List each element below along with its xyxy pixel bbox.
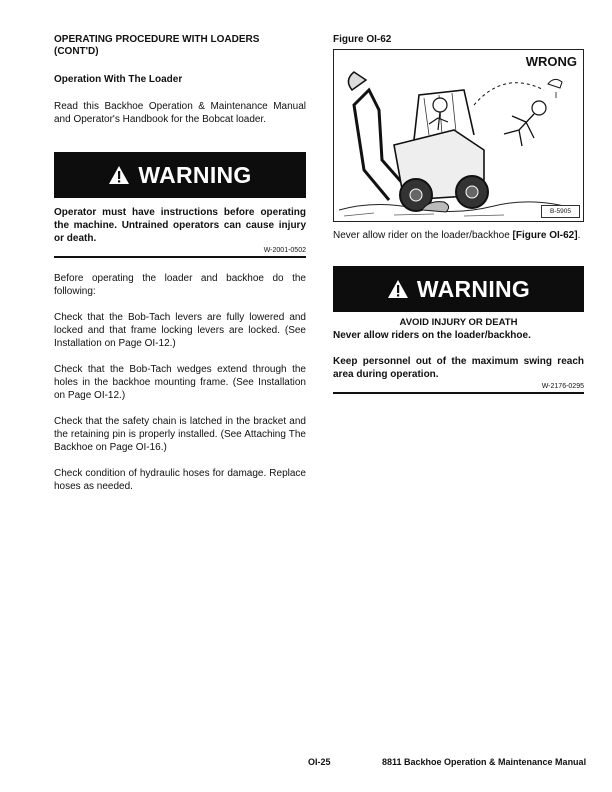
warning-banner [54, 152, 306, 198]
check-levers-paragraph: Check that the Bob-Tach levers are fully lowered and locked and that frame locking levers are locked. (See Installation on Page OI-12.) [54, 312, 306, 349]
warning-code: W-2176-0295 [541, 383, 584, 390]
figure-illustration [333, 49, 584, 222]
warning-triangle-icon [108, 165, 130, 185]
rider-warning-block [333, 266, 584, 394]
page-number: OI-25 [308, 757, 331, 767]
before-operating-paragraph: Before operating the loader and backhoe do the following: [54, 273, 306, 297]
check-hoses-paragraph: Check condition of hydraulic hoses for damage. Replace hoses as needed. [54, 468, 306, 492]
warning-title: WARNING [138, 161, 252, 188]
manual-title: 8811 Backhoe Operation & Maintenance Manual [382, 757, 587, 767]
warning-title: WARNING [416, 275, 531, 302]
caption-end: . [577, 230, 581, 241]
warning-line-riders: Never allow riders on the loader/backhoe. [333, 330, 531, 341]
section-heading: OPERATING PROCEDURE WITH LOADERS (CONT'D) [54, 34, 260, 57]
warning-line-swing: Keep personnel out of the maximum swing reach area during operation. [333, 356, 584, 380]
rider-falling-illustration [334, 50, 584, 222]
check-wedges-paragraph: Check that the Bob-Tach wedges extend through the holes in the backhoe mounting frame. (See Installation on Page OI-12.) [54, 364, 306, 401]
figure-code: B-5905 [541, 205, 580, 218]
warning-banner [333, 266, 584, 312]
wrong-label: WRONG [525, 54, 577, 69]
warning-rule [333, 392, 584, 394]
operator-warning-block [54, 152, 306, 258]
figure-label: Figure OI-62 [333, 34, 392, 45]
figure-caption [333, 229, 584, 242]
caption-text: Never allow rider on the loader/backhoe [333, 230, 513, 241]
right-column [333, 34, 584, 46]
subsection-heading: Operation With The Loader [54, 74, 183, 85]
left-column [54, 34, 306, 493]
warning-triangle-icon [387, 279, 409, 299]
check-chain-paragraph: Check that the safety chain is latched in the bracket and the retaining pin is properly installed. (See Attaching The Backhoe on Page OI-16.) [54, 416, 306, 453]
warning-text: Operator must have instructions before operating the machine. Untrained operators can cause injury or death. [54, 207, 306, 244]
warning-rule [54, 256, 306, 258]
intro-paragraph: Read this Backhoe Operation & Maintenance Manual and Operator's Handbook for the Bobcat loader. [54, 101, 306, 125]
caption-figure-ref[interactable]: [Figure OI-62] [512, 230, 578, 241]
warning-subtitle: AVOID INJURY OR DEATH [399, 317, 518, 328]
warning-code: W-2001-0502 [263, 247, 306, 254]
